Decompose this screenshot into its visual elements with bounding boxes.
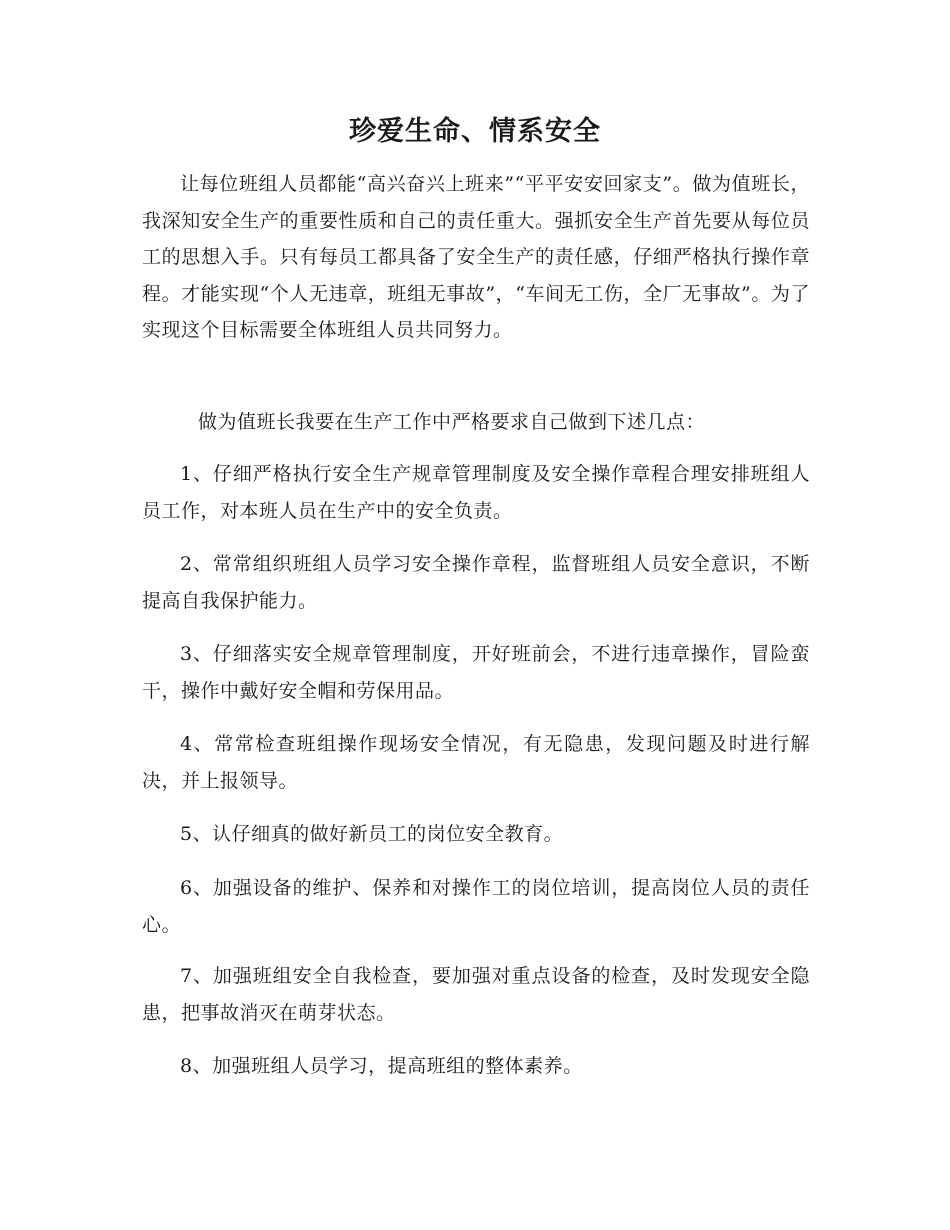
point-4: 4、常常检查班组操作现场安全情况，有无隐患，发现问题及时进行解决，并上报领导。: [142, 733, 810, 792]
point-7: 7、加强班组安全自我检查，要加强对重点设备的检查，及时发现安全隐患，把事故消灭在萌芽状态。: [142, 965, 810, 1024]
document-title: 珍爱生命、情系安全: [349, 116, 601, 147]
point-1: 1、仔细严格执行安全生产规章管理制度及安全操作章程合理安排班组人员工作，对本班人员在生产中的安全负责。: [142, 463, 810, 522]
point-3: 3、仔细落实安全规章管理制度，开好班前会，不进行违章操作，冒险蛮干，操作中戴好安全帽和劳保用品。: [142, 643, 810, 702]
point-5: 5、认仔细真的做好新员工的岗位安全教育。: [180, 823, 564, 845]
lead-paragraph: 做为值班长我要在生产工作中严格要求自己做到下述几点：: [198, 411, 706, 433]
intro-paragraph: 让每位班组人员都能“高兴奋兴上班来”“平平安安回家支”。做为值班长，我深知安全生产的重要性质和自己的责任重大。强抓安全生产首先要从每位员工的思想入手。只有每员工都具备了安全生产的责任感，仔细严格执行操作章程。才能实现“个人无违章，班组无事故”，“车间无工伤，全厂无事故”。为了实现这个目标需要全体班组人员共同努力。: [142, 173, 810, 341]
point-6: 6、加强设备的维护、保养和对操作工的岗位培训，提高岗位人员的责任心。: [142, 877, 810, 936]
point-2: 2、常常组织班组人员学习安全操作章程，监督班组人员安全意识，不断提高自我保护能力。: [142, 553, 810, 612]
point-8: 8、加强班组人员学习，提高班组的整体素养。: [180, 1055, 583, 1077]
